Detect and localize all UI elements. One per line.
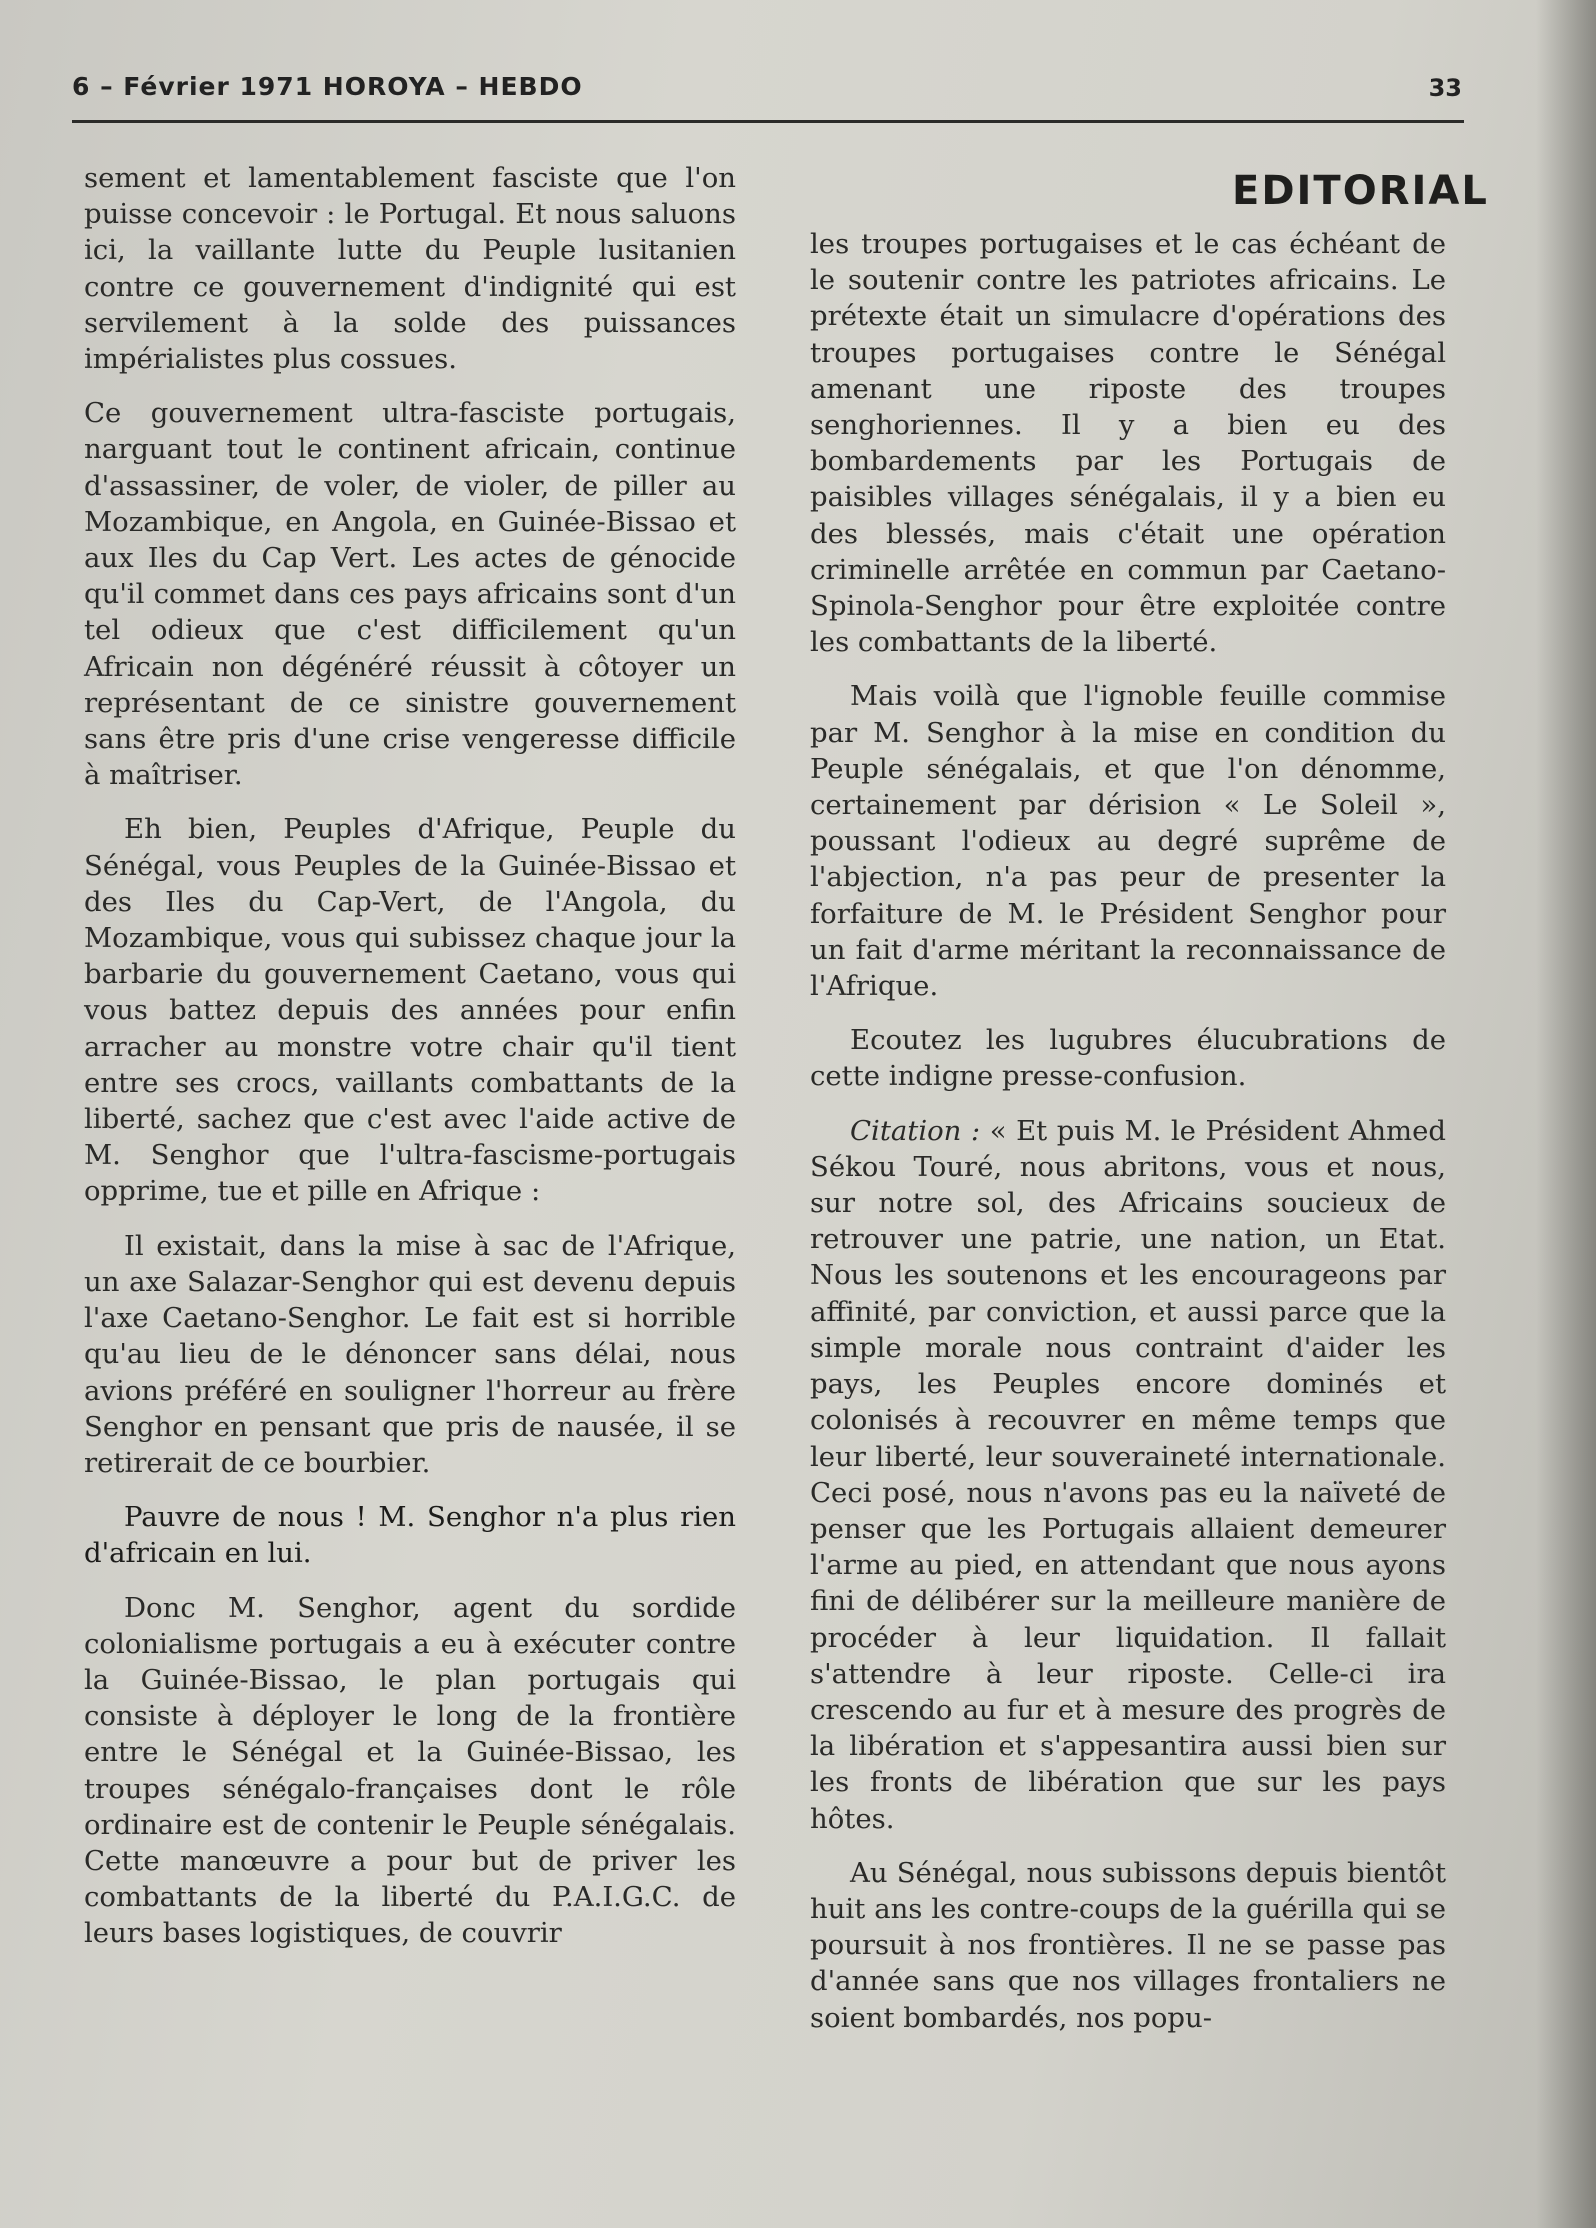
right-paragraph-2: Mais voilà que l'ignoble feuille commise par M. Senghor à la mise en condition du Peuple sénégalais, et que l'on dénomme, certainement par dérision « Le Soleil », poussant l'odieux au degré suprême de l'abjection, n'a pas peur de presenter la forfaiture de M. le Président Senghor pour un fait d'arme méritant la reconnaissance de l'Afrique. [810, 680, 1446, 1003]
header-date-publication: 6 – Février 1971 HOROYA – HEBDO [72, 72, 583, 101]
right-paragraph-5: Au Sénégal, nous subissons depuis bientôt huit ans les contre-coups de la guérilla qui se poursuit à nos frontières. Il ne se passe pas d'année sans que nos villages frontaliers ne soient bombardés, nos popu- [810, 1856, 1446, 2034]
right-paragraph-3: Ecoutez les lugubres élucubrations de cette indigne presse-confusion. [810, 1024, 1446, 1093]
page-header [72, 66, 1462, 114]
citation-text: « Et puis M. le Président Ahmed Sékou Touré, nous abritons, vous et nous, sur notre sol, des Africains soucieux de retrouver une patrie, une nation, un Etat. Nous les soutenons et les encourageons par affinité, par conviction, et aussi parce que la simple morale nous contraint d'aider les pays, les Peuples encore dominés et colonisés à recouvrer en même temps que leur liberté, leur souveraineté internationale. Ceci posé, nous n'avons pas eu la naïveté de penser que les Portugais allaient demeurer l'arme au pied, en attendant que nous ayons fini de délibérer sur la meilleure manière de procéder à leur liquidation. Il fallait s'attendre à leur riposte. Celle-ci ira crescendo au fur et à mesure des progrès de la libération et s'appesantira aussi bien sur les fronts de libération que sur les pays hôtes. [810, 1114, 1446, 1835]
right-paragraph-4 [810, 1113, 1446, 1837]
header-rule [72, 120, 1464, 123]
left-paragraph-6: Donc M. Senghor, agent du sordide colonialisme portugais a eu à exécuter contre la Guinée-Bissao, le plan portugais qui consiste à déployer le long de la frontière entre le Sénégal et la Guinée-Bissao, les troupes sénégalo-françaises dont le rôle ordinaire est de contenir le Peuple sénégalais. Cette manœuvre a pour but de priver les combattants de la liberté du P.A.I.G.C. de leurs bases logistiques, de couvrir [84, 1591, 736, 1950]
left-paragraph-1: sement et lamentablement fasciste que l'on puisse concevoir : le Portugal. Et nous saluons ici, la vaillante lutte du Peuple lusitanien contre ce gouvernement d'indignité qui est servilement à la solde des puissances impérialistes plus cossues. [84, 162, 736, 376]
left-column [84, 160, 736, 1970]
citation-label: Citation : [850, 1114, 981, 1147]
section-title: EDITORIAL [1232, 168, 1489, 214]
left-paragraph-5: Pauvre de nous ! M. Senghor n'a plus rien d'africain en lui. [84, 1501, 736, 1570]
left-paragraph-2: Ce gouvernement ultra-fasciste portugais, narguant tout le continent africain, continue d'assassiner, de voler, de violer, de piller au Mozambique, en Angola, en Guinée-Bissao et aux Iles du Cap Vert. Les actes de génocide qu'il commet dans ces pays africains sont d'un tel odieux que c'est difficilement qu'un Africain non dégénéré réussit à côtoyer un représentant de ce sinistre gouvernement sans être pris d'une crise vengeresse difficile à maîtriser. [84, 397, 736, 792]
left-paragraph-4: Il existait, dans la mise à sac de l'Afrique, un axe Salazar-Senghor qui est devenu depuis l'axe Caetano-Senghor. Le fait est si horrible qu'au lieu de le dénoncer sans délai, nous avions préféré en souligner l'horreur au frère Senghor en pensant que pris de nausée, il se retirerait de ce bourbier. [84, 1229, 736, 1479]
left-paragraph-3: Eh bien, Peuples d'Afrique, Peuple du Sénégal, vous Peuples de la Guinée-Bissao et des Iles du Cap-Vert, de l'Angola, du Mozambique, vous qui subissez chaque jour la barbarie du gouvernement Caetano, vous qui vous battez depuis des années pour enfin arracher au monstre votre chair qu'il tient entre ses crocs, vaillants combattants de la liberté, sachez que c'est avec l'aide active de M. Senghor que l'ultra-fascisme-portugais opprime, tue et pille en Afrique : [84, 813, 736, 1208]
right-paragraph-1: les troupes portugaises et le cas échéant de le soutenir contre les patriotes africains. Le prétexte était un simulacre d'opérations des troupes portugaises contre le Sénégal amenant une riposte des troupes senghoriennes. Il y a bien eu des bombardements par les Portugais de paisibles villages sénégalais, il y a bien eu des blessés, mais c'était une opération criminelle arrêtée en commun par Caetano-Spinola-Senghor pour être exploitée contre les combattants de la liberté. [810, 228, 1446, 659]
page-number: 33 [1428, 74, 1462, 102]
right-column [810, 226, 1446, 2054]
page-edge-shadow [1536, 0, 1596, 2228]
